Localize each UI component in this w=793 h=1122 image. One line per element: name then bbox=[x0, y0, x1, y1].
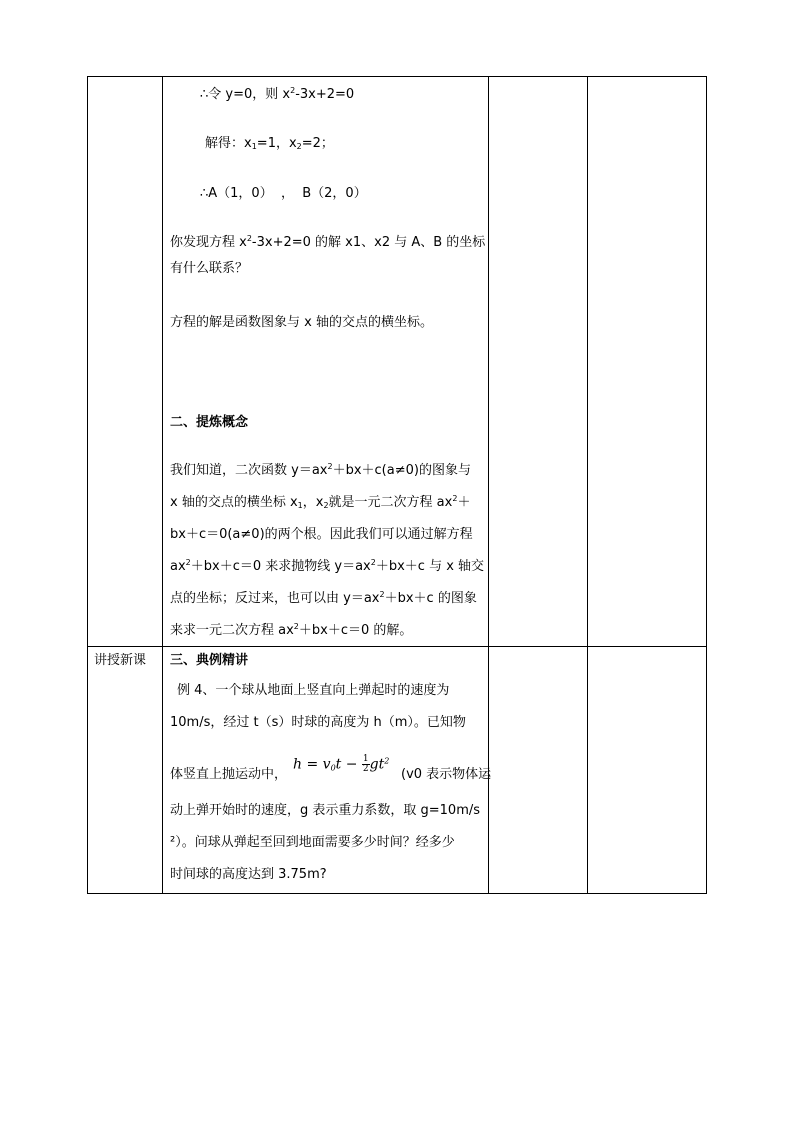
example-line-3b: (v0 表示物体运 bbox=[401, 767, 492, 782]
lesson-plan-table bbox=[87, 76, 707, 894]
example-line-3a: 体竖直上抛运动中， bbox=[170, 767, 288, 782]
stage-label: 讲授新课 bbox=[94, 653, 147, 668]
concept-line-6: 来求一元二次方程 $ax^2+bx+c=0$ 的解。 bbox=[170, 622, 413, 638]
answer-line: 方程的解是函数图象与 x 轴的交点的横坐标。 bbox=[170, 315, 433, 330]
concept-line-1: 我们知道，二次函数 $y=ax^2+bx+c(a\ne 0)$的图象与 bbox=[170, 462, 471, 478]
stage-cell bbox=[87, 76, 162, 646]
solution-line: 解得：$x_1=1$，$x_2=2$； bbox=[205, 136, 334, 151]
concept-line-3: bx＋c＝0(a≠0)的两个根。因此我们可以通过解方程 bbox=[170, 527, 473, 542]
activity-cell bbox=[488, 646, 587, 894]
example-line-2: 10m/s，经过 t（s）时球的高度为 h（m）。已知物 bbox=[170, 715, 466, 730]
content-cell bbox=[162, 76, 488, 646]
example-line-4: 动上弹开始时的速度，g 表示重力系数，取 g=10m/s bbox=[170, 803, 481, 818]
example-line-6: 时间球的高度达到 3.75m? bbox=[170, 867, 327, 882]
example-line-5: ²）。问球从弹起至回到地面需要多少时间？经多少 bbox=[170, 835, 455, 850]
section-title: 二、提炼概念 bbox=[170, 415, 249, 430]
notes-cell bbox=[587, 76, 707, 646]
example-line-1: 例 4、一个球从地面上竖直向上弹起时的速度为 bbox=[177, 683, 450, 698]
height-formula: $h = v_0t$ − $\frac{1}{2}$ $gt^2$ bbox=[293, 754, 390, 774]
table-row bbox=[87, 646, 707, 894]
table-row bbox=[87, 76, 707, 646]
activity-cell bbox=[488, 76, 587, 646]
question-line-2: 有什么联系？ bbox=[170, 261, 249, 276]
question-line: 你发现方程 $x^2-3x+2=0$ 的解 x1、x2 与 A、B 的坐标 bbox=[170, 234, 486, 250]
content-cell bbox=[162, 646, 492, 894]
let-y-zero-line: ∴令 y=0，则 $x^2-3x+2=0$ bbox=[200, 86, 355, 102]
stage-cell bbox=[87, 646, 162, 894]
notes-cell bbox=[587, 646, 707, 894]
concept-line-4: $ax^2+bx+c=0$ 来求抛物线 $y=ax^2+bx+c$ 与 x 轴交 bbox=[170, 558, 485, 574]
concept-line-2: x 轴的交点的横坐标 $x_1$，$x_2$就是一元二次方程 $ax^2+$ bbox=[170, 494, 471, 510]
concept-line-5: 点的坐标；反过来，也可以由 $y=ax^2+bx+c$ 的图象 bbox=[170, 590, 477, 606]
section-title: 三、典例精讲 bbox=[170, 653, 249, 668]
points-line: ∴A（1，0） ， B（2，0） bbox=[200, 186, 367, 201]
